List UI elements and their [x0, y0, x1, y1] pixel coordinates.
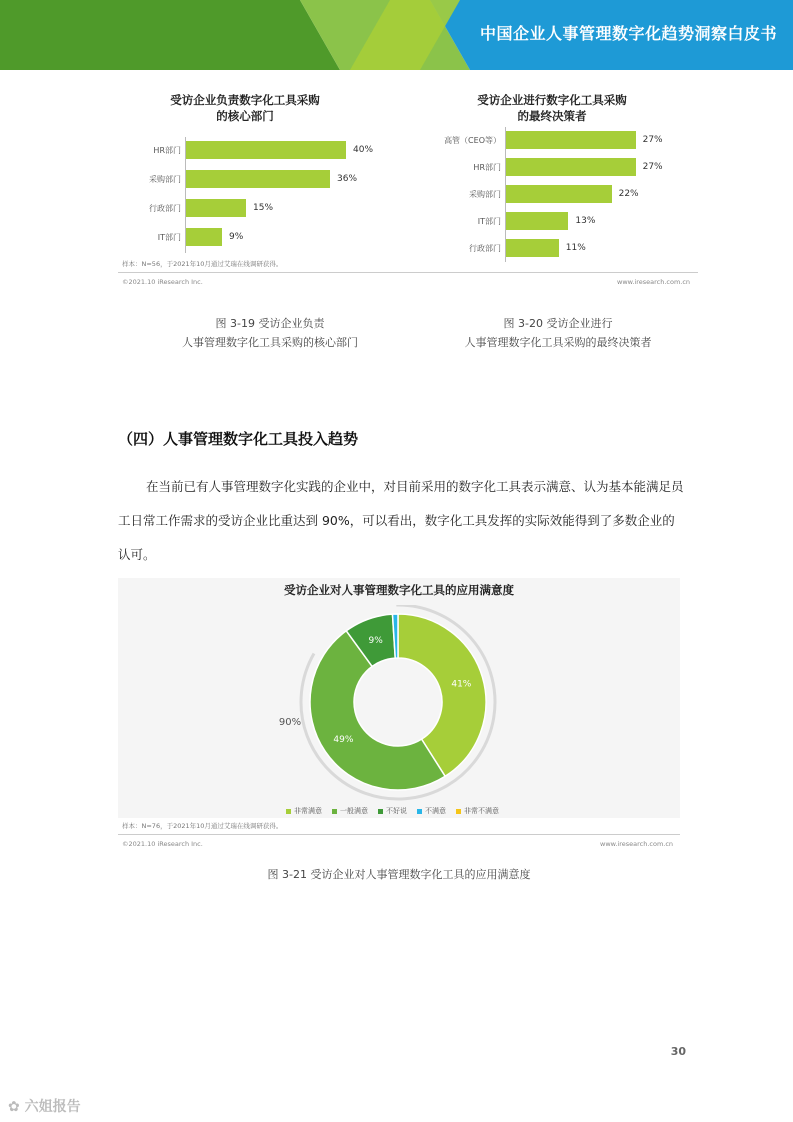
- site-bottom: www.iresearch.com.cn: [600, 840, 674, 848]
- legend-label: 不满意: [425, 807, 446, 815]
- bar: [506, 158, 636, 176]
- copyright-bottom: ©2021.10 iResearch Inc.: [122, 840, 203, 848]
- bar-value-label: 15%: [253, 203, 274, 213]
- legend-swatch: [378, 809, 383, 814]
- bar: [186, 199, 246, 217]
- chart3-legend: [286, 806, 499, 816]
- caption-fig19-line1: 图 3-19 受访企业负责: [215, 317, 325, 330]
- bar: [506, 212, 568, 230]
- caption-fig20-line1: 图 3-20 受访企业进行: [503, 317, 613, 330]
- legend-item: [286, 806, 322, 816]
- bar-value-label: 27%: [642, 135, 663, 145]
- chart2-title-line1: 受访企业进行数字化工具采购: [477, 93, 627, 107]
- bar-category-label: IT部门: [157, 233, 181, 242]
- chart1-title-line2: 的核心部门: [216, 109, 274, 123]
- caption-fig21: 图 3-21 受访企业对人事管理数字化工具的应用满意度: [267, 868, 531, 881]
- legend-label: 非常不满意: [464, 807, 499, 815]
- legend-label: 不好说: [386, 807, 407, 815]
- bar-value-label: 13%: [575, 216, 596, 226]
- bar: [506, 239, 559, 257]
- bar-value-label: 36%: [337, 174, 358, 184]
- legend-swatch: [286, 809, 291, 814]
- summary-label: 90%: [278, 717, 302, 728]
- legend-label: 非常满意: [294, 807, 322, 815]
- caption-fig19: [120, 314, 420, 352]
- bar: [186, 141, 346, 159]
- bar-category-label: 采购部门: [149, 175, 181, 184]
- bar-category-label: IT部门: [477, 217, 501, 226]
- bar-value-label: 9%: [229, 232, 244, 242]
- bar-value-label: 22%: [618, 189, 639, 199]
- donut-slice-label: 41%: [451, 679, 472, 690]
- bar-value-label: 40%: [353, 145, 374, 155]
- bar-category-label: 采购部门: [469, 190, 501, 199]
- bar: [186, 170, 330, 188]
- legend-swatch: [417, 809, 422, 814]
- site-top: www.iresearch.com.cn: [617, 278, 691, 286]
- chart1-title: [140, 92, 350, 124]
- legend-item: [378, 806, 407, 816]
- caption-fig19-line2: 人事管理数字化工具采购的核心部门: [182, 336, 358, 349]
- section-heading: （四）人事管理数字化工具投入趋势: [118, 430, 359, 448]
- legend-swatch: [456, 809, 461, 814]
- bar-category-label: 行政部门: [149, 204, 181, 213]
- legend-label: 一般满意: [340, 807, 368, 815]
- legend-item: [332, 806, 368, 816]
- bar-category-label: 行政部门: [469, 244, 501, 253]
- watermark-logo: ✿ 六姐报告: [8, 1099, 81, 1115]
- divider-top: [118, 272, 698, 273]
- bar-category-label: 高管（CEO等）: [444, 136, 501, 145]
- donut-slice-label: 9%: [368, 635, 383, 646]
- bar-value-label: 11%: [565, 243, 586, 253]
- chart3-title: 受访企业对人事管理数字化工具的应用满意度: [284, 583, 514, 597]
- page-number: 30: [670, 1045, 686, 1058]
- chart2-title: [442, 92, 662, 124]
- legend-item: [456, 806, 499, 816]
- chart1-sample-note: 样本：N=56，于2021年10月通过艾瑞在线调研获得。: [122, 260, 283, 268]
- donut-slice-label: 49%: [333, 735, 354, 746]
- chart1-title-line1: 受访企业负责数字化工具采购: [170, 93, 320, 107]
- bar: [186, 228, 222, 246]
- caption-fig20-line2: 人事管理数字化工具采购的最终决策者: [464, 336, 652, 349]
- copyright-top: ©2021.10 iResearch Inc.: [122, 278, 203, 286]
- bar-category-label: HR部门: [473, 163, 501, 172]
- chart3-donut: [270, 605, 510, 805]
- bar-category-label: HR部门: [153, 146, 181, 155]
- bar-value-label: 27%: [642, 162, 663, 172]
- legend-item: [417, 806, 446, 816]
- bar: [506, 131, 636, 149]
- chart3-sample-note: 样本：N=76，于2021年10月通过艾瑞在线调研获得。: [122, 822, 283, 830]
- document-title: 中国企业人事管理数字化趋势洞察白皮书: [479, 24, 777, 43]
- chart2-title-line2: 的最终决策者: [517, 109, 587, 123]
- divider-bottom: [118, 834, 680, 835]
- bar: [506, 185, 612, 203]
- body-paragraph: 在当前已有人事管理数字化实践的企业中，对目前采用的数字化工具表示满意、认为基本能满足员工日常工作需求的受访企业比重达到 90%，可以看出，数字化工具发挥的实际效能得到了多数企业的认可。: [118, 479, 684, 562]
- legend-swatch: [332, 809, 337, 814]
- caption-fig20: [408, 314, 708, 352]
